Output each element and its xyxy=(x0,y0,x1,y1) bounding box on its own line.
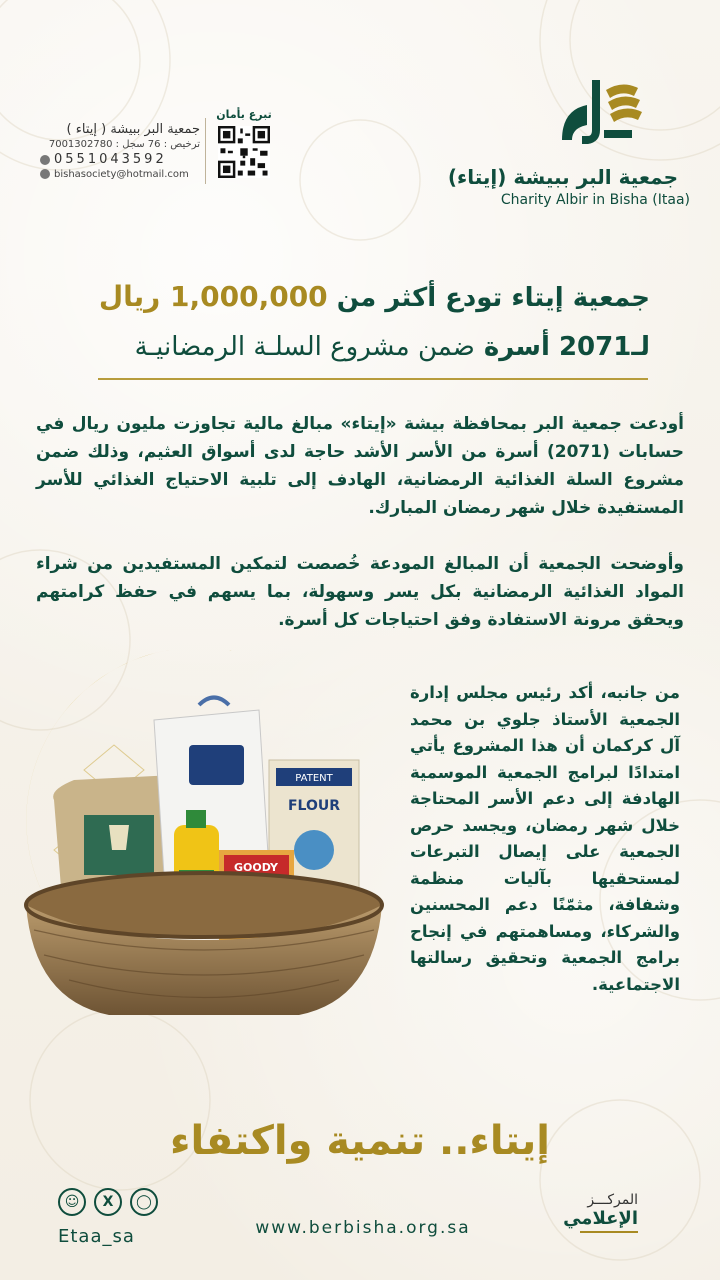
media-center xyxy=(548,1192,638,1233)
paragraph-1: أودعت جمعية البر بمحافظة بيشة «إيتاء» مبالغ مالية تجاوزت مليون ريال في حسابات (2071) أسرة من الأسر الأشد حاجة لدى أسواق العثيم، وذلك ضمن مشروع السلة الغذائية الرمضانية، الهادف إلى تلبية الاحتياج الغذائي للأسر المستفيدة خلال شهر رمضان المبارك. xyxy=(36,414,685,518)
media-center-line-2: الإعلامي xyxy=(563,1208,638,1229)
itaa-logo-icon xyxy=(542,70,652,150)
contact-email[interactable] xyxy=(40,169,200,180)
x-icon[interactable]: X xyxy=(94,1188,122,1216)
email-address[interactable]: bishasociety@hotmail.com xyxy=(54,169,189,180)
media-center-underline xyxy=(580,1231,638,1233)
snapchat-icon[interactable]: ☺ xyxy=(58,1188,86,1216)
social-icons xyxy=(58,1188,168,1222)
contact-block xyxy=(40,122,200,180)
headline-project: ضمن مشروع السلـة الرمضانيـة xyxy=(134,332,475,362)
wicker-basket-icon xyxy=(26,873,382,1015)
social-handle[interactable]: Etaa_sa xyxy=(58,1226,135,1247)
contact-name: جمعية البر ببيشة ( إيتاء ) xyxy=(66,122,200,137)
logo-english-name: Charity Albir in Bisha (Itaa) xyxy=(500,192,690,208)
headline-line-2 xyxy=(50,332,650,362)
website-link[interactable]: www.berbisha.org.sa xyxy=(255,1218,471,1238)
donate-qr[interactable] xyxy=(214,108,274,186)
media-center-line-1: المركـــز xyxy=(587,1192,638,1208)
phone-number[interactable]: 0551043592 xyxy=(54,152,167,167)
charity-logo xyxy=(447,70,700,220)
svg-text:GOODY: GOODY xyxy=(233,861,279,874)
svg-text:FLOUR: FLOUR xyxy=(287,798,341,814)
food-basket-illustration xyxy=(14,650,394,1030)
slogan: إيتاء.. تنمية واكتفاء xyxy=(170,1118,550,1164)
phone-icon xyxy=(40,155,50,165)
headline-divider xyxy=(98,378,648,380)
contact-phone[interactable] xyxy=(40,152,200,167)
headline-text: جمعية إيتاء تودع أكثر من xyxy=(336,283,650,313)
svg-text:PATENT: PATENT xyxy=(295,773,333,784)
email-icon xyxy=(40,169,50,179)
qr-code-icon[interactable] xyxy=(218,126,270,178)
paragraph-2: وأوضحت الجمعية أن المبالغ المودعة خُصصت لتمكين المستفيدين من شراء المواد الغذائية الرمضانية بكل يسر وسهولة، بما يسهم في حفظ كرامتهم ويحقق مرونة الاستفادة وفق احتياجات كل أسرة. xyxy=(36,554,684,630)
paragraph-3: من جانبه، أكد رئيس مجلس إدارة الجمعية الأستاذ جلوي بن محمد آل كركمان أن هذا المشروع يأتي امتدادًا لبرامج الجمعية الموسمية الهادفة إلى دعم الأسر المحتاجة خلال شهر رمضان، ويجسد حرص الجمعية على إيصال التبرعات لمستحقيها بآليات منظمة وشفافة، مثمّنًا دعم المحسنين والشركاء، ومساهمتهم في إنجاح برامج الجمعية وتحقيق رسالتها الاجتماعية. xyxy=(410,683,680,994)
headline-amount: 1,000,000 ريال xyxy=(98,280,328,313)
header-divider xyxy=(205,118,206,184)
contact-license: ترخيص : 76 سجل : 7001302780 xyxy=(48,139,200,150)
qr-label: تبرع بأمان xyxy=(216,108,272,121)
logo-arabic-name: جمعية البر ببيشة (إيتاء) xyxy=(447,165,678,189)
headline-line-1 xyxy=(50,280,650,313)
instagram-icon[interactable]: ◯ xyxy=(130,1188,158,1216)
headline-families: لـ2071 أسرة xyxy=(483,332,650,362)
